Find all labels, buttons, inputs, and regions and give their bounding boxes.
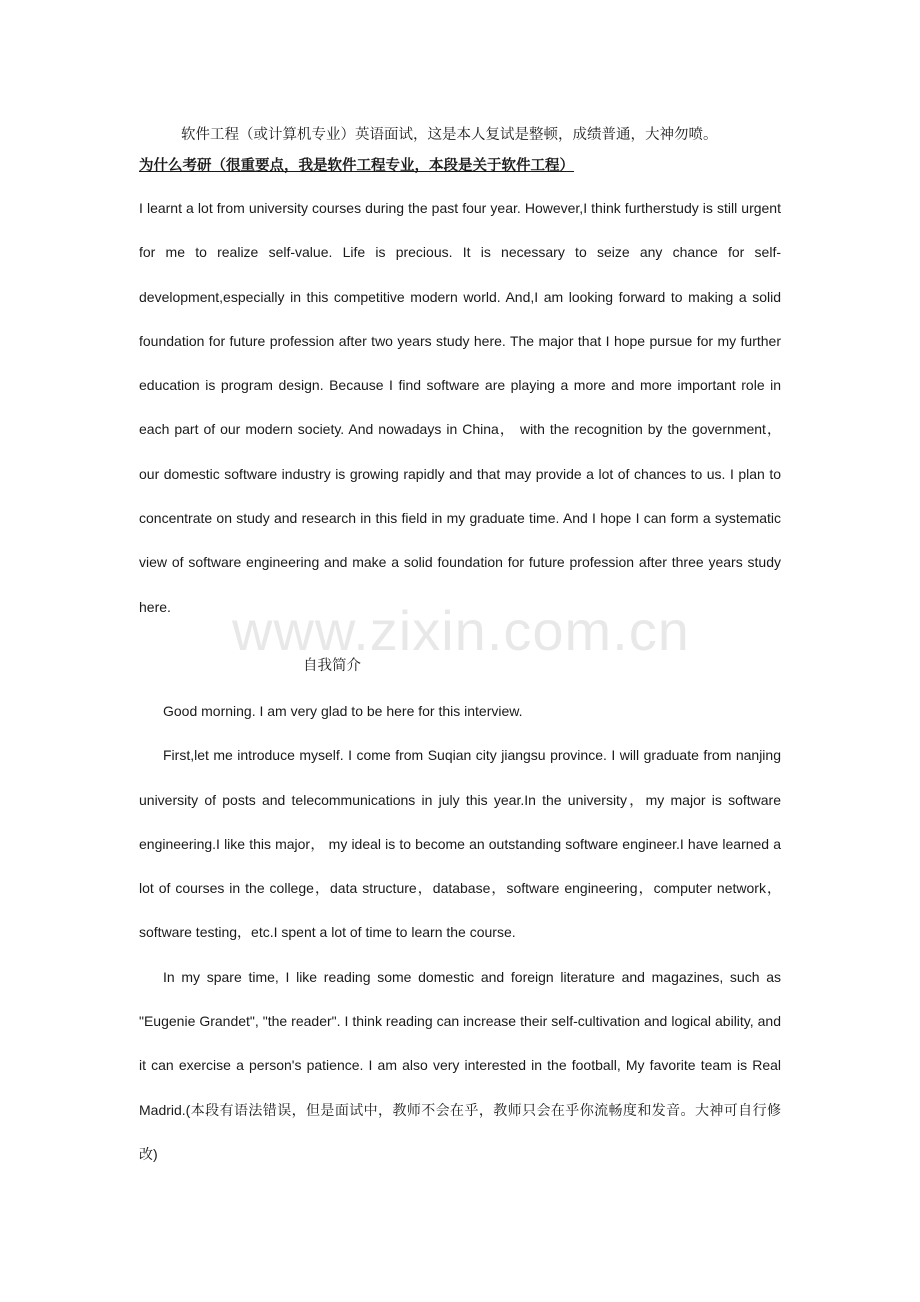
section-title-self-intro: 自我简介 [303,657,361,674]
self-intro-paragraph-2: First,let me introduce myself. I come from Suqian city jiangsu province. I will graduate from nanjing university of posts and telecommunications in july this year.In the university，my major is software engineering.I like this major， my ideal is to become an outstanding software engineer.I have learned a lot of courses in the college，data structure，database，software engineering，computer network，software testing，etc.I spent a lot of time to learn the course. [139,747,781,941]
section-heading-why: 为什么考研（很重要点，我是软件工程专业，本段是关于软件工程） [139,158,574,174]
why-paragraph: I learnt a lot from university courses during the past four year. However,I think furtherstudy is still urgent for me to realize self-value. Life is precious. It is necessary to seize any chance for self-development,especially in this competitive modern world. And,I am looking forward to making a solid foundation for future profession after two years study here. The major that I hope pursue for my further education is program design. Because I find software are playing a more and more important role in each part of our modern society. And nowadays in China， with the recognition by the government， our domestic software industry is growing rapidly and that may provide a lot of chances to us. I plan to concentrate on study and research in this field in my graduate time. And I hope I can form a systematic view of software engineering and make a solid foundation for future profession after three years study here. [139,200,781,615]
self-intro-paragraph-3: In my spare time, I like reading some domestic and foreign literature and magazines, such as "Eugenie Grandet", "the reader". I think reading can increase their self-cultivation and logical ability, and it can exercise a person's patience. I am also very interested in the football, My favorite team is Real Madrid.(本段有语法错误，但是面试中，教师不会在乎，教师只会在乎你流畅度和发音。大神可自行修改) [139,968,781,1162]
watermark: www.zixin.com.cn [232,599,690,662]
document-page [139,118,781,1176]
self-intro-paragraph-1: Good morning. I am very glad to be here for this interview. [163,702,523,719]
intro-line: 软件工程（或计算机专业）英语面试，这是本人复试是整顿，成绩普通，大神勿喷。 [181,127,718,143]
